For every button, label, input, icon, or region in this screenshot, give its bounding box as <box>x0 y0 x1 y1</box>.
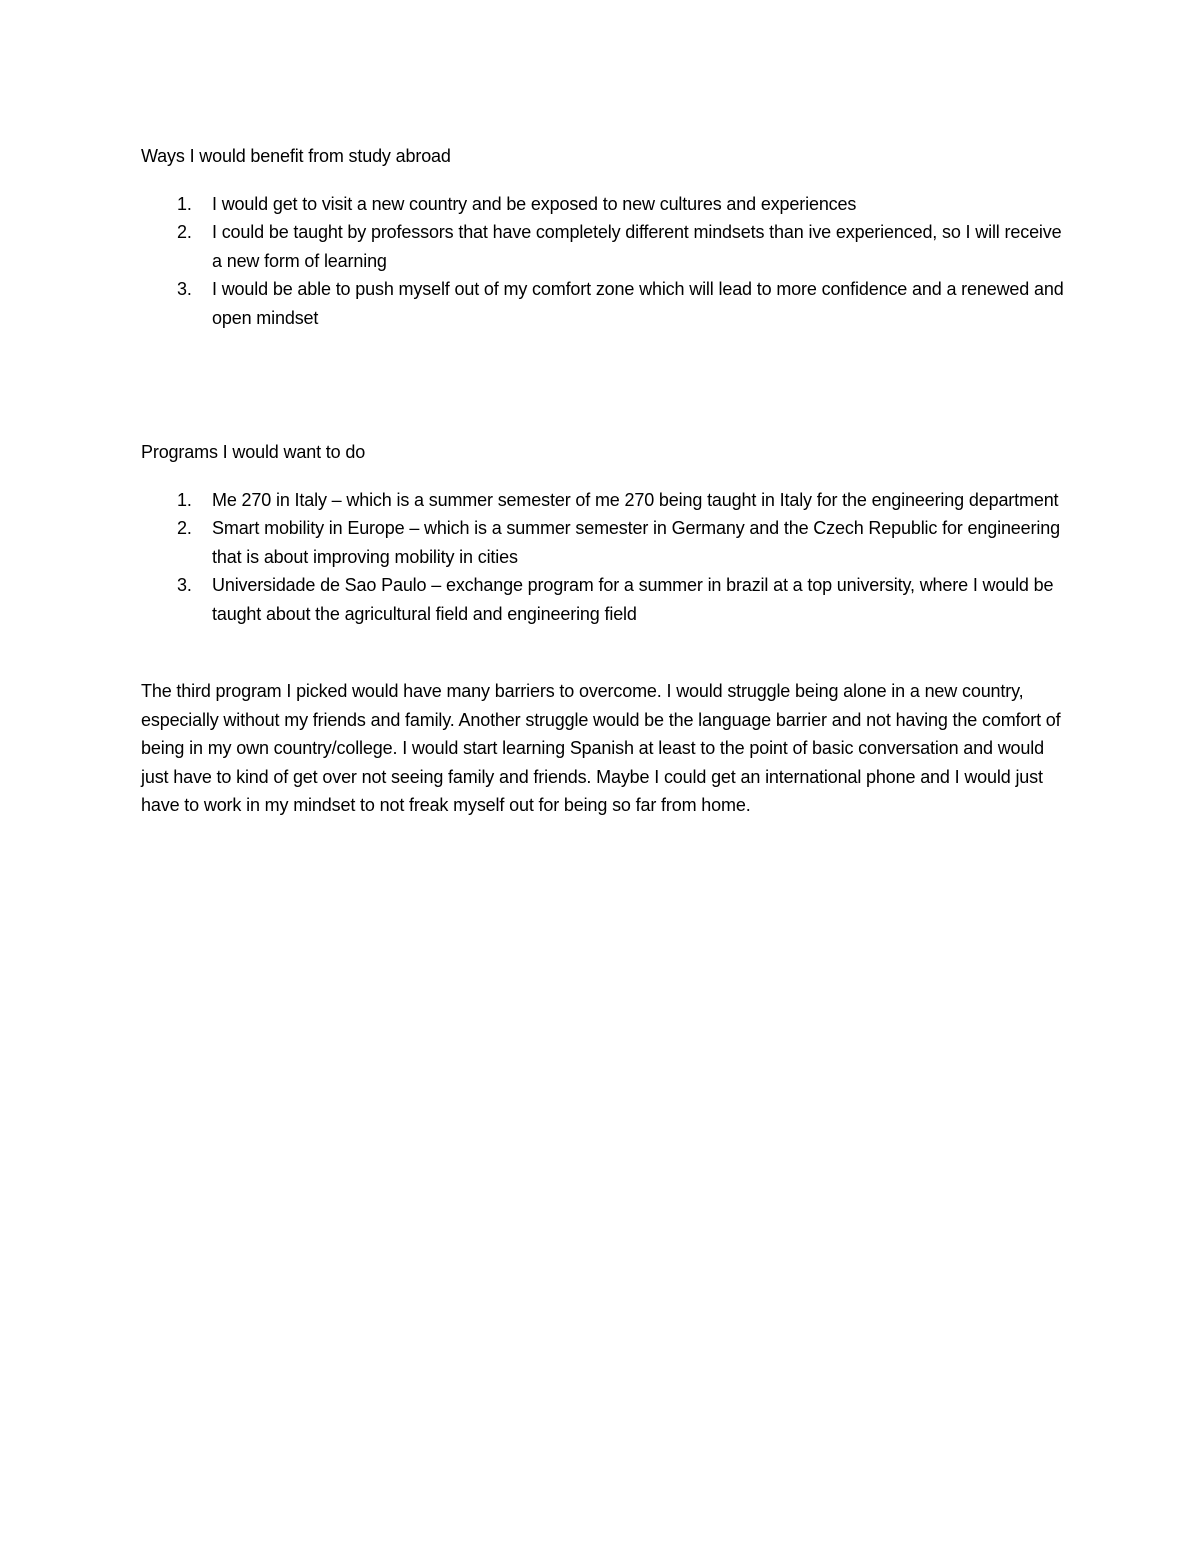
list-item-text: I would be able to push myself out of my comfort zone which will lead to more confidence and a renewed and open mindset <box>212 279 1064 328</box>
list-item-number: 1. <box>177 193 192 214</box>
list-item <box>141 486 1066 515</box>
document-content <box>141 142 1066 820</box>
barriers-paragraph: The third program I picked would have many barriers to overcome. I would struggle being alone in a new country, especially without my friends and family. Another struggle would be the language barrier and not having the comfort of being in my own country/college. I would start learning Spanish at least to the point of basic conversation and would just have to kind of get over not seeing family and friends. Maybe I could get an international phone and I would just have to work in my mindset to not freak myself out for being so far from home. <box>141 681 1061 815</box>
list-item-text: I would get to visit a new country and be exposed to new cultures and experiences <box>212 193 857 214</box>
list-item-number: 3. <box>177 279 192 299</box>
programs-list <box>141 486 1066 629</box>
list-item-text: Me 270 in Italy – which is a summer semester of me 270 being taught in Italy for the engineering department <box>212 489 1059 510</box>
list-item-number: 1. <box>177 489 192 510</box>
benefits-list <box>141 190 1066 333</box>
list-item-number: 2. <box>177 518 192 538</box>
list-item-text: Universidade de Sao Paulo – exchange program for a summer in brazil at a top university, where I would be taught about the agricultural field and engineering field <box>212 575 1054 624</box>
list-item <box>141 514 1066 571</box>
list-item <box>141 571 1066 628</box>
list-item <box>141 218 1066 275</box>
benefits-heading: Ways I would benefit from study abroad <box>141 146 451 166</box>
programs-heading: Programs I would want to do <box>141 442 366 462</box>
list-item <box>141 190 1066 219</box>
list-item-text: Smart mobility in Europe – which is a summer semester in Germany and the Czech Republic for engineering that is about improving mobility in cities <box>212 518 1060 567</box>
list-item-number: 2. <box>177 222 192 242</box>
list-item-text: I could be taught by professors that have completely different mindsets than ive experienced, so I will receive a new form of learning <box>212 222 1062 271</box>
list-item <box>141 275 1066 332</box>
list-item-number: 3. <box>177 575 192 595</box>
